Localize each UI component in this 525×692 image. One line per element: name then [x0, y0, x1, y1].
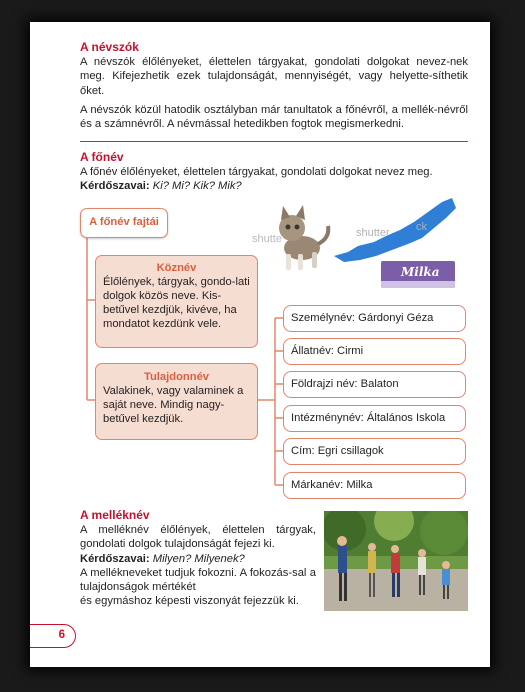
nevszok-paragraph-1: A névszók élőlényeket, élettelen tárgyakat, gondolati dolgokat nevez-nek meg. Kifejezhetik ezek tulajdonságát, mennyiségét, vagy helyette-síthetik őket. — [80, 56, 468, 97]
fonev-question-label: Kérdőszavai: — [80, 180, 150, 193]
children-photo — [324, 511, 468, 611]
children-photo-drawing — [324, 511, 468, 611]
page-number: 6 — [58, 629, 65, 641]
type-szemelynev: Személynév: Gárdonyi Géza — [283, 305, 466, 332]
kitten-image — [252, 200, 332, 272]
mellekenev-heading: A melléknév — [80, 508, 150, 522]
nevszok-paragraph-2: A névszók közül hatodik osztályban már tanultatok a főnévről, a mellék-névről és a számnévről. A névmással hetedikben fogtok megismerkedni. — [80, 104, 468, 131]
mellekenev-fokozas-text: A mellékneveket tudjuk fokozni. A fokozás-sal a tulajdonságok mértékét — [80, 566, 316, 594]
watermark-1: shutte — [252, 233, 282, 245]
mellekenev-viszony-text: és egymáshoz képesti viszonyát fejezzük ki. — [80, 595, 299, 608]
balaton-map-image — [330, 194, 460, 264]
fonev-definition: A főnév élőlényeket, élettelen tárgyakat, gondolati dolgokat nevez meg. — [80, 166, 433, 178]
tulajdonnev-text: Valakinek, vagy valaminek a saját neve. Mindig nagy-betűvel kezdjük. — [103, 385, 244, 425]
fonev-question-words: Ki? Mi? Kik? Mik? — [152, 180, 242, 193]
milka-bar-stripe — [381, 281, 455, 288]
type-intezmenynev: Intézménynév: Általános Iskola — [283, 405, 466, 432]
watermark-2: shutter — [356, 227, 390, 239]
type-allatnev: Állatnév: Cirmi — [283, 338, 466, 365]
fonev-fajtai-label: A főnév fajtái — [89, 216, 159, 228]
mellekenev-question-label: Kérdőszavai: — [80, 552, 150, 565]
fonev-heading: A főnév — [80, 150, 124, 164]
type-foldrajzi-nev: Földrajzi név: Balaton — [283, 371, 466, 398]
type-markanev: Márkanév: Milka — [283, 472, 466, 499]
nevszok-heading: A névszók — [80, 40, 139, 54]
mellekenev-question-words: Milyen? Milyenek? — [152, 552, 245, 565]
fonev-fajtai-box — [80, 208, 168, 238]
koznev-text: Élőlények, tárgyak, gondo-lati dolgok közös neve. Kis-betűvel kezdjük, kivéve, ha mondatot kezdünk vele. — [103, 276, 250, 330]
textbook-page — [30, 22, 490, 667]
milka-logo: Milka — [401, 265, 440, 279]
tulajdonnev-title: Tulajdonnév — [143, 371, 210, 383]
koznev-box — [95, 255, 258, 348]
type-cim: Cím: Egri csillagok — [283, 438, 466, 465]
page-number-tab — [30, 624, 76, 648]
watermark-3: ck — [416, 221, 427, 233]
mellekenev-definition: A melléknév élőlények, élettelen tárgyak, gondolati dolgok tulajdonságát fejezi ki. — [80, 524, 316, 551]
milka-chocolate-image — [381, 261, 455, 288]
mellekenev-paragraph — [80, 523, 316, 609]
koznev-title: Köznév — [156, 262, 197, 274]
tulajdonnev-box — [95, 363, 258, 440]
